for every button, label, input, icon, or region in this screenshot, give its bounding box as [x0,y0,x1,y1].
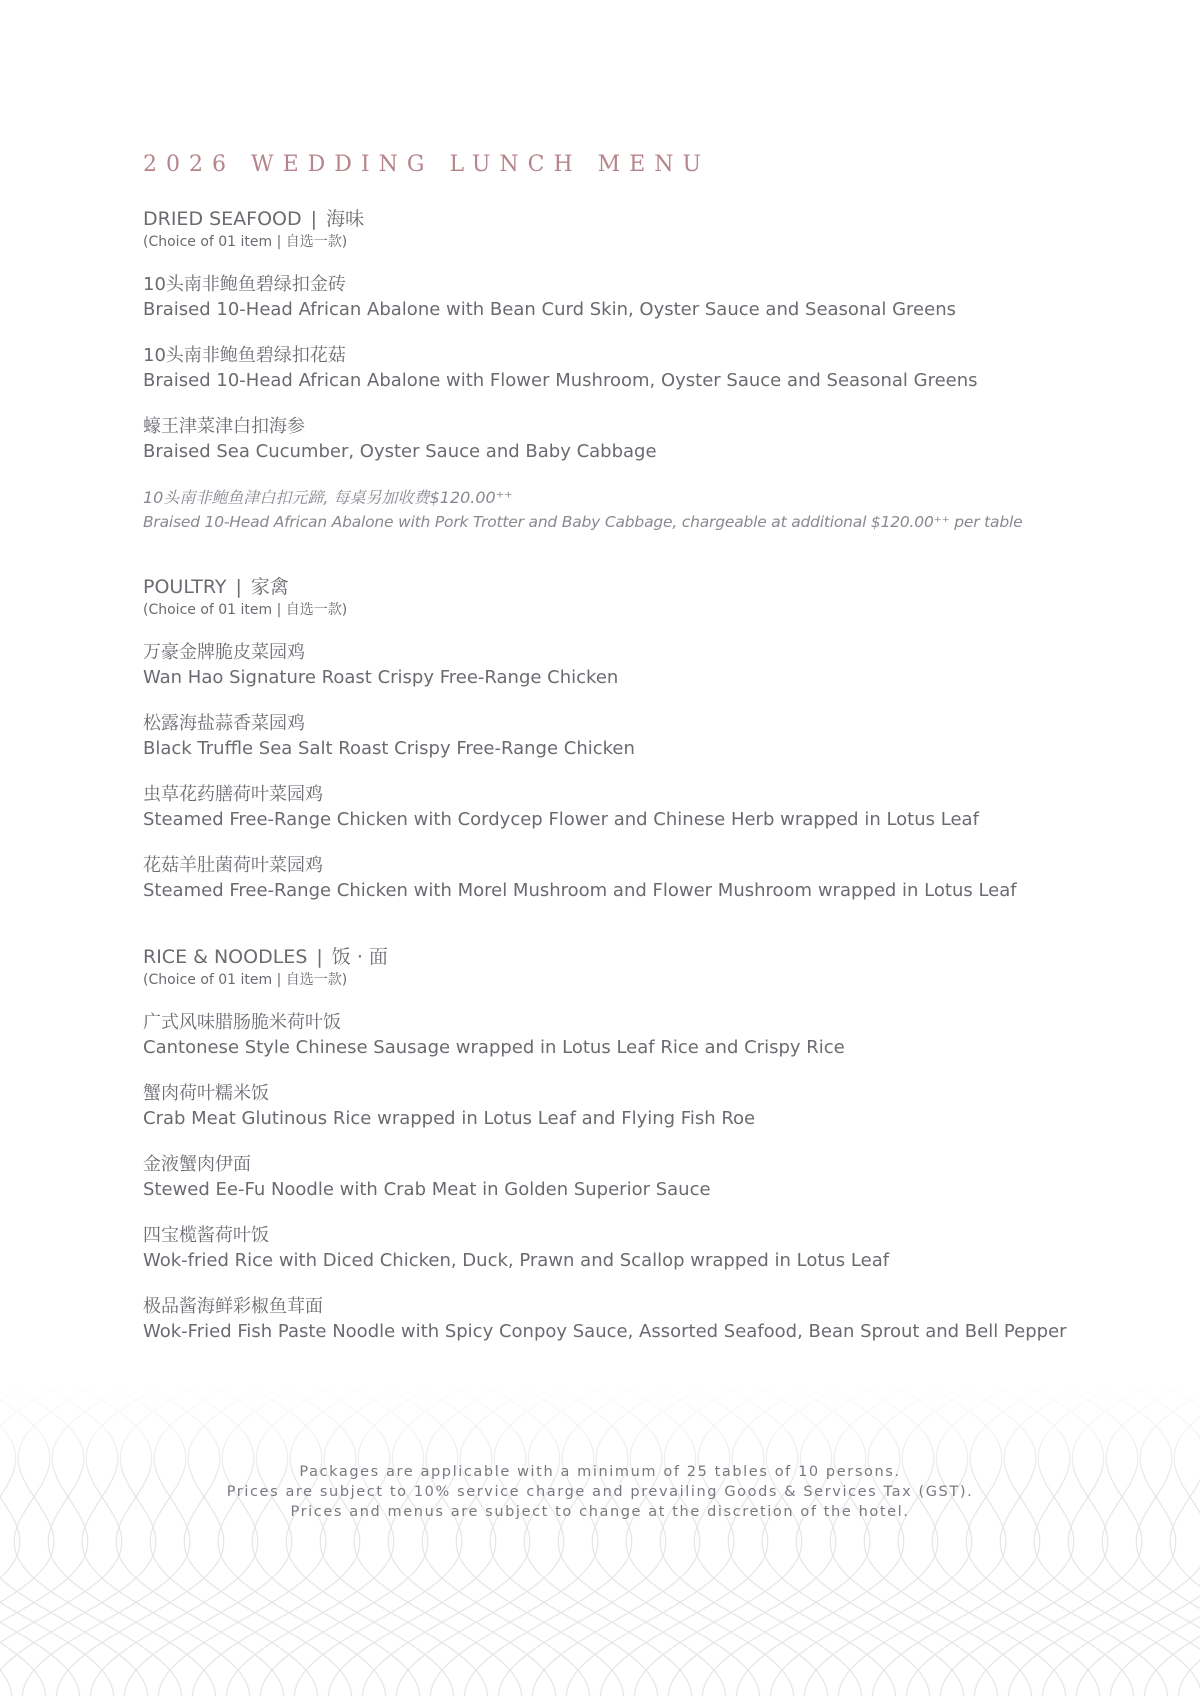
dish-name-en: Cantonese Style Chinese Sausage wrapped in Lotus Leaf Rice and Crispy Rice [143,1037,845,1058]
dish-name-zh: 极品酱海鲜彩椒鱼茸面 [143,1296,323,1317]
section-heading [143,574,1143,600]
menu-content [143,150,1143,1366]
additional-charge-note [143,486,1143,534]
section-heading [143,206,1143,232]
footer-line: Prices and menus are subject to change at the discretion of the hotel. [290,1504,910,1520]
dish-name-zh: 蠔王津菜津白扣海参 [143,416,305,437]
dish-item [143,1295,1143,1345]
dish-name-en: Wan Hao Signature Roast Crispy Free-Range Chicken [143,667,619,688]
section-title-en: RICE & NOODLES [143,946,308,968]
section-rice-noodles [143,944,1143,1345]
footer-line: Packages are applicable with a minimum of 25 tables of 10 persons. [299,1464,901,1480]
dish-item [143,1082,1143,1132]
dish-item [143,1153,1143,1203]
dish-item [143,344,1143,394]
dish-name-zh: 蟹肉荷叶糯米饭 [143,1083,269,1104]
dish-name-en: Braised 10-Head African Abalone with Bean Curd Skin, Oyster Sauce and Seasonal Greens [143,299,956,320]
section-title-en: DRIED SEAFOOD [143,208,302,230]
section-dried-seafood [143,206,1143,534]
dish-item [143,1224,1143,1274]
dish-name-zh: 四宝榄酱荷叶饭 [143,1225,269,1246]
dish-name-zh: 金液蟹肉伊面 [143,1154,251,1175]
dish-name-en: Wok-Fried Fish Paste Noodle with Spicy Conpoy Sauce, Assorted Seafood, Bean Sprout and Bell Pepper [143,1321,1067,1342]
dish-name-en: Black Truffle Sea Salt Roast Crispy Free-Range Chicken [143,738,635,759]
dish-item [143,712,1143,762]
section-separator: | [316,946,323,968]
dish-name-zh: 广式风味腊肠脆米荷叶饭 [143,1012,341,1033]
section-heading [143,944,1143,970]
section-title-en: POULTRY [143,576,227,598]
wave-pattern-background [0,1380,1200,1696]
section-poultry [143,574,1143,904]
section-choice-note: (Choice of 01 item | 自选一款) [143,234,348,250]
dish-name-zh: 花菇羊肚菌荷叶菜园鸡 [143,855,323,876]
dish-name-en: Braised Sea Cucumber, Oyster Sauce and Baby Cabbage [143,441,657,462]
dish-name-zh: 10头南非鲍鱼碧绿扣花菇 [143,345,346,366]
footer-line: Prices are subject to 10% service charge and prevailing Goods & Services Tax (GST). [226,1484,974,1500]
dish-item [143,1011,1143,1061]
dish-item [143,783,1143,833]
dish-name-en: Wok-fried Rice with Diced Chicken, Duck, Prawn and Scallop wrapped in Lotus Leaf [143,1250,890,1271]
dish-name-zh: 虫草花药膳荷叶菜园鸡 [143,784,323,805]
dish-name-en: Crab Meat Glutinous Rice wrapped in Lotus Leaf and Flying Fish Roe [143,1108,756,1129]
dish-name-zh: 松露海盐蒜香菜园鸡 [143,713,305,734]
note-en: Braised 10-Head African Abalone with Pork Trotter and Baby Cabbage, chargeable at additional $120.00⁺⁺ per table [143,513,1023,531]
dish-name-zh: 10头南非鲍鱼碧绿扣金砖 [143,274,346,295]
dish-item [143,415,1143,465]
dish-name-zh: 万豪金牌脆皮菜园鸡 [143,642,305,663]
menu-title: 2026 WEDDING LUNCH MENU [143,152,711,177]
section-title-zh: 饭 · 面 [331,946,388,968]
footer-terms [0,1462,1200,1522]
dish-name-en: Steamed Free-Range Chicken with Cordycep Flower and Chinese Herb wrapped in Lotus Leaf [143,809,979,830]
section-choice-note: (Choice of 01 item | 自选一款) [143,972,348,988]
dish-item [143,273,1143,323]
section-title-zh: 家禽 [250,576,289,598]
note-zh: 10头南非鲍鱼津白扣元蹄, 每桌另加收费$120.00⁺⁺ [143,488,513,507]
dish-item [143,854,1143,904]
section-title-zh: 海味 [326,208,365,230]
section-separator: | [310,208,318,230]
dish-item [143,641,1143,691]
section-separator: | [235,576,242,598]
dish-name-en: Steamed Free-Range Chicken with Morel Mushroom and Flower Mushroom wrapped in Lotus Leaf [143,880,1017,901]
dish-name-en: Braised 10-Head African Abalone with Flower Mushroom, Oyster Sauce and Seasonal Greens [143,370,978,391]
section-choice-note: (Choice of 01 item | 自选一款) [143,602,348,618]
dish-name-en: Stewed Ee-Fu Noodle with Crab Meat in Golden Superior Sauce [143,1179,711,1200]
